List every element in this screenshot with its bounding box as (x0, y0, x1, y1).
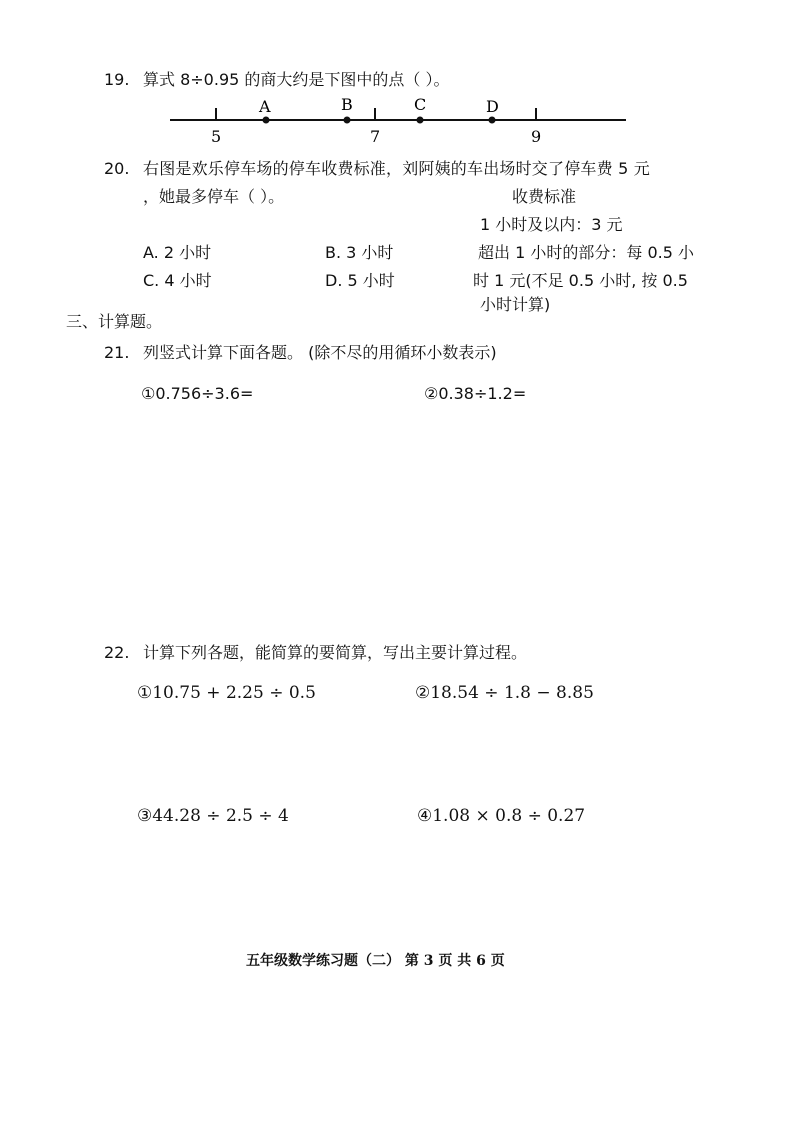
tick-label-7: 7 (370, 127, 381, 146)
fee-standard-title: 收费标准 (512, 187, 577, 206)
q22-text: 计算下列各题，能简算的要简算，写出主要计算过程。 (143, 643, 528, 662)
page-footer: 五年级数学练习题（二） 第 3 页 共 6 页 (246, 953, 505, 969)
point-label-a: A (259, 97, 271, 116)
q22-problem-2: ②18.54 ÷ 1.8 − 8.85 (415, 683, 594, 703)
fee-standard-line4: 小时计算) (480, 295, 551, 314)
q20-line2: ，她最多停车（ ）。 (143, 187, 285, 206)
q21-text: 列竖式计算下面各题。 (除不尽的用循环小数表示) (143, 343, 497, 362)
fee-standard-line3: 时 1 元(不足 0.5 小时, 按 0.5 (473, 271, 688, 290)
q22-problem-1: ①10.75 + 2.25 ÷ 0.5 (137, 683, 316, 703)
q20-line1: 右图是欢乐停车场的停车收费标准，刘阿姨的车出场时交了停车费 5 元 (143, 159, 650, 178)
q20-option-b: B. 3 小时 (325, 243, 394, 262)
fee-standard-line2: 超出 1 小时的部分：每 0.5 小 (478, 243, 694, 262)
q20-option-a: A. 2 小时 (143, 243, 212, 262)
point-d (489, 117, 496, 124)
q20-option-d: D. 5 小时 (325, 271, 395, 290)
q21-problem-1: ①0.756÷3.6= (141, 384, 254, 403)
q22-problem-3: ③44.28 ÷ 2.5 ÷ 4 (137, 806, 289, 826)
q19-number: 19. (104, 70, 130, 89)
point-c (417, 117, 424, 124)
point-label-c: C (414, 96, 427, 114)
point-label-b: B (341, 96, 353, 114)
q19-number-line (168, 96, 638, 146)
q22-problem-4: ④1.08 × 0.8 ÷ 0.27 (417, 806, 586, 826)
tick-label-5: 5 (211, 127, 222, 146)
fee-standard-line1: 1 小时及以内：3 元 (480, 215, 623, 234)
point-a (263, 117, 270, 124)
q21-number: 21. (104, 343, 130, 362)
q21-problem-2: ②0.38÷1.2= (424, 384, 527, 403)
q20-number: 20. (104, 159, 130, 178)
point-label-d: D (486, 97, 499, 116)
q19-text: 算式 8÷0.95 的商大约是下图中的点（ ）。 (143, 70, 450, 89)
q22-number: 22. (104, 643, 130, 662)
tick-label-9: 9 (531, 127, 542, 146)
section-heading: 三、计算题。 (66, 312, 163, 331)
q20-option-c: C. 4 小时 (143, 271, 212, 290)
point-b (344, 117, 351, 124)
